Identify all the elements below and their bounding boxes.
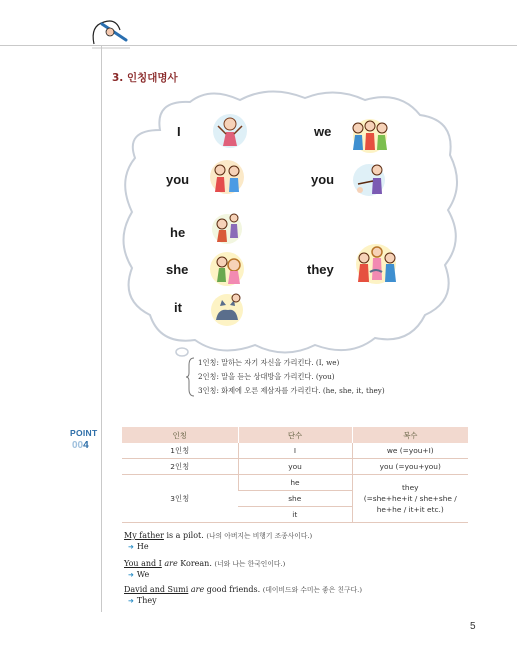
cell-person: 3인칭 — [122, 475, 238, 523]
example-answer — [128, 596, 157, 605]
pronoun-they: they — [307, 262, 334, 277]
example-verb: are — [190, 585, 205, 594]
brace-icon — [186, 357, 196, 397]
table-row — [122, 475, 468, 491]
header-singular: 단수 — [238, 427, 352, 443]
example-answer — [128, 570, 149, 579]
example-subject: You and I — [124, 559, 162, 568]
cell-singular: you — [238, 459, 352, 475]
boy-icon — [208, 208, 246, 246]
header-plural: 복수 — [352, 427, 468, 443]
pronoun-it: it — [174, 300, 182, 315]
arrow-right-icon: ➜ — [128, 597, 134, 605]
person-notes — [198, 356, 385, 398]
example-answer — [128, 542, 149, 551]
pronoun-you-plural: you — [311, 172, 335, 187]
cell-plural: you (=you+you) — [352, 459, 468, 475]
example-sentence — [124, 530, 312, 540]
girl-icon — [208, 250, 246, 288]
cell-singular: she — [238, 491, 352, 507]
note-third-person: 3인칭: 화제에 오른 제삼자를 가리킨다. (he, she, it, they) — [198, 386, 385, 395]
plural-line: they — [401, 483, 419, 492]
section-title: 3. 인칭대명사 — [112, 72, 178, 84]
example-sentence — [124, 558, 285, 568]
page-number: 5 — [470, 621, 476, 632]
cat-icon — [208, 290, 246, 328]
example-rest: good friends. — [204, 585, 261, 594]
example-rest: Korean. — [177, 559, 212, 568]
girl-waving-icon — [211, 112, 249, 150]
header-rule — [0, 45, 517, 46]
point-number-prefix: 00 — [72, 440, 84, 451]
point-label: POINT — [70, 428, 98, 438]
cell-singular: it — [238, 507, 352, 523]
thought-cloud — [120, 90, 460, 358]
group-of-three-icon — [348, 116, 392, 154]
header-person: 인칭 — [122, 427, 238, 443]
margin-rule — [101, 45, 102, 612]
example-translation: (나의 아버지는 비행기 조종사이다.) — [206, 532, 313, 540]
pronoun-you-singular: you — [166, 172, 190, 187]
plural-line: he+he / it+it etc.) — [376, 505, 444, 514]
example-subject: David and Sumi — [124, 585, 189, 594]
pronoun-we: we — [314, 124, 332, 139]
cell-singular: he — [238, 475, 352, 491]
cell-singular: I — [238, 443, 352, 459]
table-row — [122, 459, 468, 475]
pronoun-he: he — [170, 225, 186, 240]
two-people-icon — [208, 158, 246, 196]
pen-logo-icon — [86, 14, 136, 50]
pronoun-i: I — [177, 124, 181, 139]
cell-plural: we (=you+I) — [352, 443, 468, 459]
arrow-right-icon: ➜ — [128, 571, 134, 579]
example-translation: (데이비드와 수미는 좋은 친구다.) — [262, 586, 362, 594]
point-number-main: 4 — [83, 440, 89, 451]
cell-person: 1인칭 — [122, 443, 238, 459]
pronoun-she: she — [166, 262, 189, 277]
example-rest: is a pilot. — [163, 531, 204, 540]
cell-person: 2인칭 — [122, 459, 238, 475]
note-second-person: 2인칭: 말을 듣는 상대방을 가리킨다. (you) — [198, 372, 335, 381]
arrow-right-icon: ➜ — [128, 543, 134, 551]
answer-text: They — [136, 596, 157, 605]
example-sentence — [124, 584, 362, 594]
group-of-people-icon — [350, 240, 402, 286]
example-verb: are — [164, 559, 178, 568]
note-first-person: 1인칭: 말하는 자기 자신을 가리킨다. (I, we) — [198, 358, 340, 367]
answer-text: He — [136, 542, 149, 551]
pronoun-table — [122, 427, 468, 523]
plural-line: (=she+he+it / she+she / — [363, 494, 457, 503]
cell-plural — [352, 475, 468, 523]
person-pointing-icon — [350, 160, 388, 198]
answer-text: We — [136, 570, 150, 579]
point-number — [72, 440, 89, 451]
table-row — [122, 443, 468, 459]
example-translation: (너와 나는 한국인이다.) — [214, 560, 286, 568]
example-subject: My father — [124, 531, 164, 540]
